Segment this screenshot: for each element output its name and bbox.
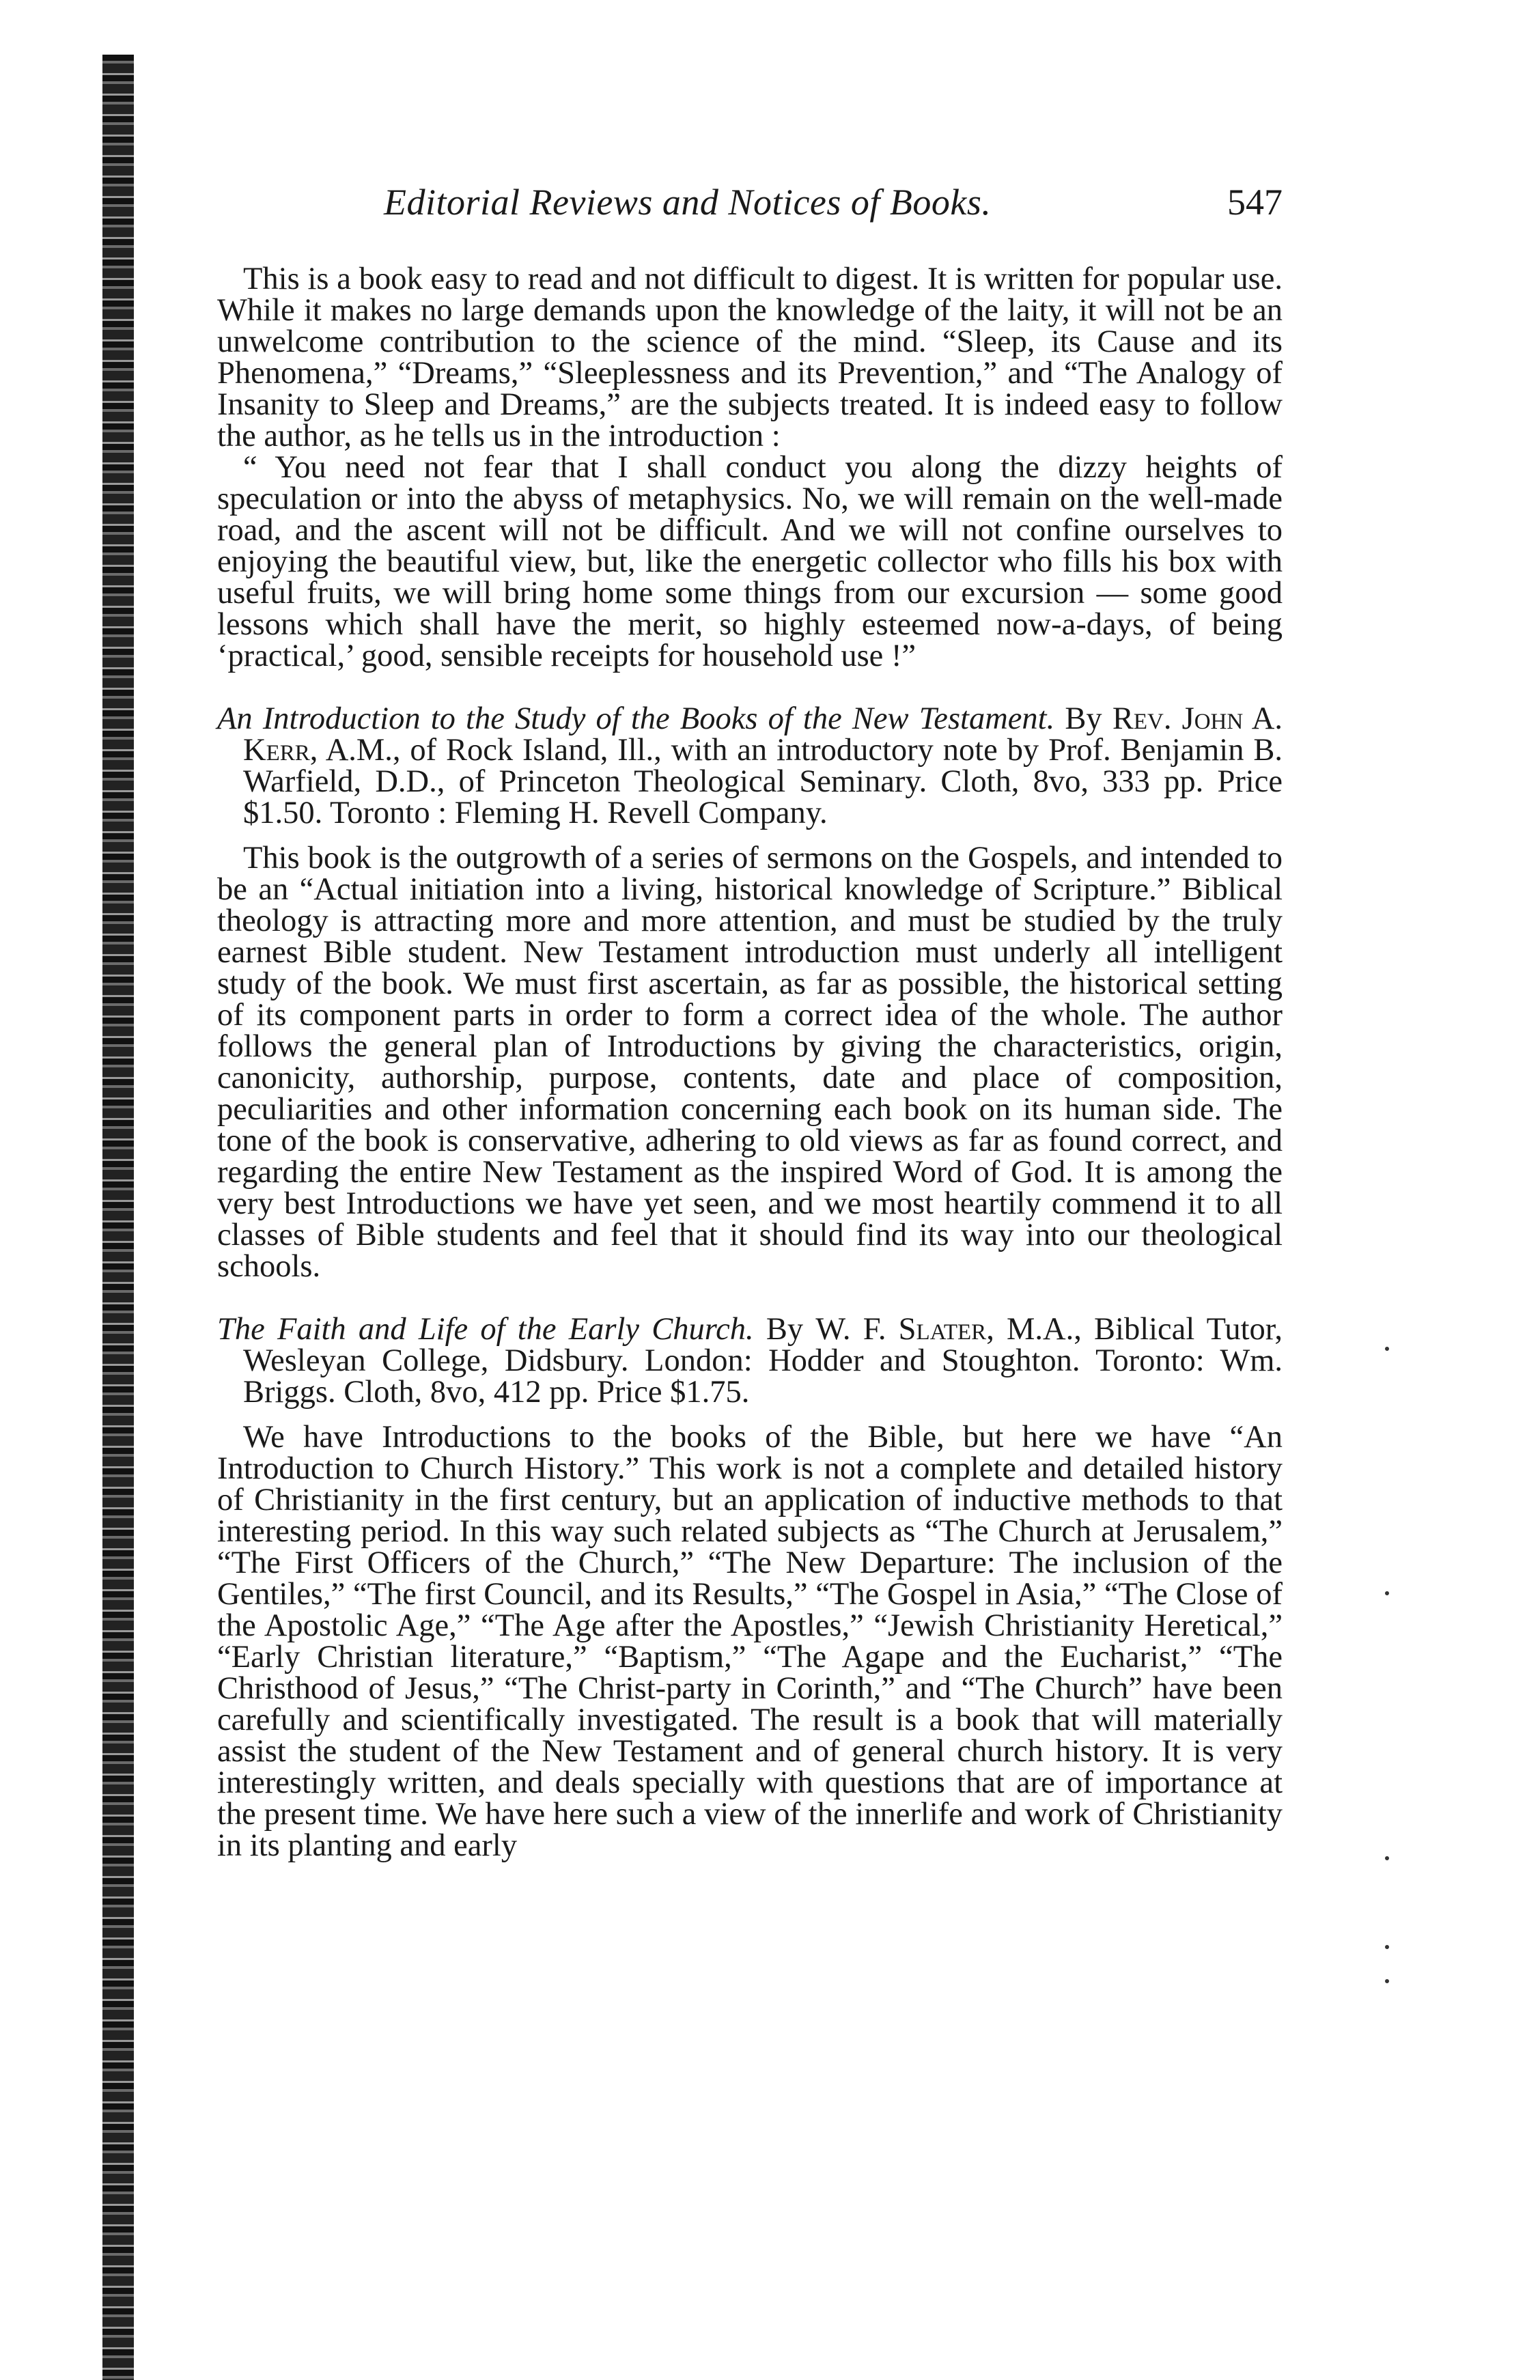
book-title: An Introduction to the Study of the Books of the New Testament. [217, 701, 1055, 736]
running-head [217, 179, 1283, 234]
review-paragraph: This book is the outgrowth of a series of sermons on the Gospels, and intended to be an “Actual initiation into a living, historical knowledge of Scripture.” Biblical theology is attracting more and more attention, and must be studied by the truly earnest Bible student. New Testament introduction must underly all intelligent study of the book. We must first ascertain, as far as possible, the historical setting of its component parts in order to form a correct idea of the whole. The author follows the general plan of Introductions by giving the characteristics, origin, canonicity, authorship, purpose, contents, date and place of composition, peculiarities and other information concerning each book on its human side. The tone of the book is conservative, adhering to old views as far as found correct, and regarding the entire New Testament as the inspired Word of God. It is among the very best Introductions we have yet seen, and we most heartily commend it to all classes of Bible students and feel that it should find its way into our theological schools. [217, 841, 1283, 1284]
review-quotation: “ You need not fear that I shall conduct you along the dizzy heights of speculation or into the abyss of metaphysics. No, we will remain on the well-made road, and the ascent will not be difficult. And we will not confine ourselves to enjoying the beautiful view, but, like the energetic collector who fills his box with useful fruits, we will bring home some things from our excursion — some good lessons which shall have the merit, so highly esteemed now-a-days, of being ‘practical,’ good, sensible receipts for household use !” [217, 450, 1283, 673]
margin-mark [1385, 1347, 1389, 1351]
section-gap [217, 672, 1283, 703]
book-by: By [766, 1312, 804, 1347]
book-entry-heading [217, 703, 1283, 829]
running-title: Editorial Reviews and Notices of Books. [384, 182, 992, 223]
scan-binding-edge [102, 55, 134, 2380]
book-details: , M.A., Biblical Tutor, Wesleyan College, Didsbury. London: Hodder and Stoughton. Toronto: Wm. Briggs. Cloth, 8vo, 412 pp. Price $1.75. [243, 1312, 1283, 1410]
section-gap [217, 1283, 1283, 1314]
review-early-church [217, 1314, 1283, 1862]
book-author: Rev. John A. Kerr [243, 701, 1283, 768]
book-page [217, 179, 1283, 1862]
book-details: , A.M., of Rock Island, Ill., with an introductory note by Prof. Benjamin B. Warfield, D.D., of Princeton Theological Seminary. Cloth, 8vo, 333 pp. Price $1.50. Toronto : Fleming H. Revell Company. [243, 733, 1283, 830]
margin-mark [1385, 1945, 1389, 1949]
review-sleep-and-dreams [217, 264, 1283, 672]
book-author: W. F. Slater [815, 1312, 987, 1347]
margin-mark [1385, 1856, 1389, 1860]
book-title: The Faith and Life of the Early Church. [217, 1312, 754, 1347]
margin-mark [1385, 1591, 1389, 1595]
book-by: By [1065, 701, 1102, 736]
page-number: 547 [1227, 182, 1283, 223]
review-paragraph: We have Introductions to the books of the Bible, but here we have “An Introduction to Church History.” This work is not a complete and detailed history of Christianity in the first century, but an application of inductive methods to that interesting period. In this way such related subjects as “The Church at Jerusalem,” “The First Officers of the Church,” “The New Departure: The inclusion of the Gentiles,” “The first Council, and its Results,” “The Gospel in Asia,” “The Close of the Apostolic Age,” “The Age after the Apostles,” “Jewish Christianity Heretical,” “Early Christian literature,” “Baptism,” “The Agape and the Eucharist,” “The Christhood of Jesus,” “The Christ-party in Corinth,” and “The Church” have been carefully and scientifically investigated. The result is a book that will materially assist the student of the New Testament and of general church history. It is very interestingly written, and deals specially with questions that are of importance at the present time. We have here such a view of the innerlife and work of Christianity in its planting and early [217, 1420, 1283, 1863]
margin-mark [1385, 1979, 1389, 1983]
review-paragraph: This is a book easy to read and not difficult to digest. It is written for popular use. While it makes no large demands upon the knowledge of the laity, it will not be an unwelcome contribution to the science of the mind. “Sleep, its Cause and its Phenomena,” “Dreams,” “Sleeplessness and its Prevention,” and “The Analogy of Insanity to Sleep and Dreams,” are the subjects treated. It is indeed easy to follow the author, as he tells us in the introduction : [217, 262, 1283, 453]
book-entry-heading [217, 1314, 1283, 1408]
review-new-testament-introduction [217, 703, 1283, 1283]
